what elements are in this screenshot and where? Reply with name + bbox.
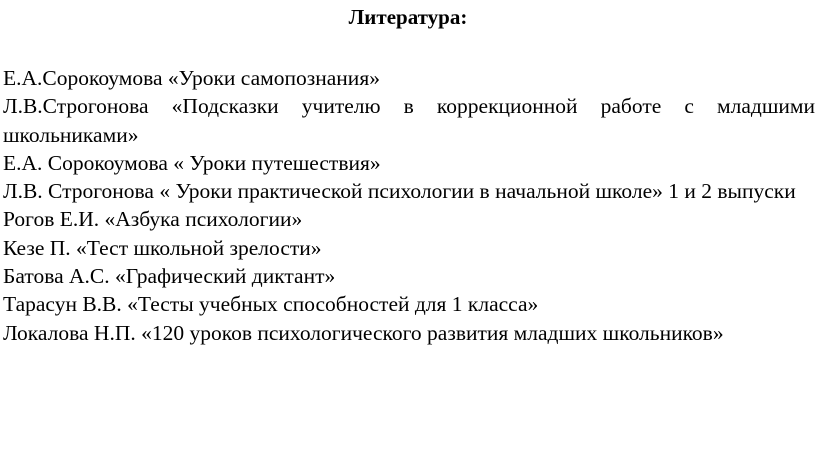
reference-item: Тарасун В.В. «Тесты учебных способностей для 1 класса» <box>3 292 539 317</box>
reference-item: Е.А.Сорокоумова «Уроки самопознания» <box>3 66 380 90</box>
reference-item: Батова А.С. «Графический диктант» <box>3 264 336 289</box>
reference-item: Кезе П. «Тест школьной зрелости» <box>3 235 322 260</box>
references-list <box>3 64 815 347</box>
references-heading: Литература: <box>348 5 468 29</box>
reference-item: Л.В. Строгонова « Уроки практической психологии в начальной школе» 1 и 2 выпуски <box>3 179 796 204</box>
reference-item: Локалова Н.П. «120 уроков психологического развития младших школьников» <box>3 320 724 345</box>
reference-item: Рогов Е.И. «Азбука психологии» <box>3 207 303 232</box>
reference-item: Л.В.Строгонова «Подсказки учителю в коррекционной работе с младшими школьниками» <box>3 94 815 147</box>
reference-item: Е.А. Сорокоумова « Уроки путешествия» <box>3 150 381 175</box>
